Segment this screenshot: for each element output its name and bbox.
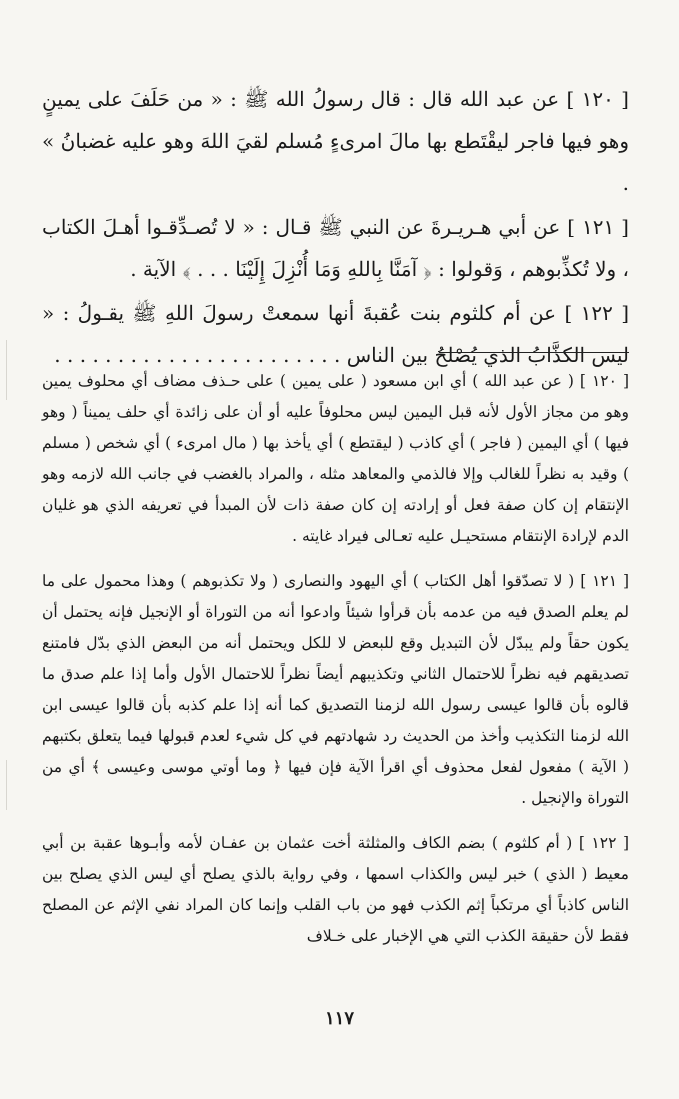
- page-number: ١١٧: [324, 1008, 354, 1029]
- hadith-121: [ ١٢١ ] عن أبي هـريـرةَ عن النبي ﷺ قـال : « لا تُصـدِّقـوا أهـلَ الكتاب ، ولا تُكذِّبوهم ، وَقولوا : ﴿ آمَنَّا بِاللهِ وَمَا أُنْزِلَ إِلَيْنَا . . . ﴾ الآية .: [42, 215, 629, 281]
- hadith-122: [ ١٢٢ ] عن أم كلثوم بنت عُقبةَ أنها سمعتْ رسولَ اللهِ ﷺ يقـولُ : « ليس الكذَّابُ الذي يُصْلحُ بين الناس . . . . . . . . . . . . . . . . . . . . . . .: [42, 301, 629, 367]
- hadith-120: [ ١٢٠ ] عن عبد الله قال : قال رسولُ الله ﷺ : « من حَلَفَ على يمينٍ وهو فيها فاجر ليقْتَطع بها مالَ امرىءٍ مُسلم لقيَ اللهَ وهو عليه غضبانُ » .: [42, 87, 629, 195]
- hadith-section: [42, 78, 629, 376]
- commentary-section: [42, 366, 629, 966]
- footnote-divider: [439, 352, 629, 353]
- scan-edge-mark: [6, 760, 7, 810]
- commentary-122: [ ١٢٢ ] ( أم كلثوم ) بضم الكاف والمثلثة أخت عثمان بن عفـان لأمه وأبـوها عقبة بن أبي معيط ( الذي ) خبر ليس والكذاب اسمها ، وفي رواية بالذي يصلح أي ليس الذي يصلح بين الناس كاذباً أي مرتكباً إثم الكذب فهو من باب القلب وإنما كان المراد نفي الإثم عن المصلح فقط لأن حقيقة الكذب التي هي الإخبار على خـلاف: [42, 834, 629, 945]
- commentary-121: [ ١٢١ ] ( لا تصدّقوا أهل الكتاب ) أي اليهود والنصارى ( ولا تكذبوهم ) وهذا محمول على ما لم يعلم الصدق فيه من عدمه بأن قرأوا شيئاً وادعوا أنه من التوراة أو الإنجيل فإنه يحتمل أن يكون حقاً ولم يبدّل لأن التبديل وقع للبعض لا للكل ويحتمل أنه من البعض الذي بدّل فامتنع تصديقهم فيه نظراً للاحتمال الثاني وتكذيبهم أيضاً نظراً للاحتمال الأول وأما إذا علم صدق ما قالوه بأن قالوا عيسى رسول الله لزمنا التصديق كما أنه إذا علم كذبه بأن قالوا عيسى ابن الله لزمنا التكذيب وأخذ من الحديث رد شهادتهم في كل شيء لعدم قبولها فيما يتعلق بكتبهم ( الآية ) مفعول لفعل محذوف أي اقرأ الآية فإن فيها ﴿ وما أوتي موسى وعيسى ﴾ أي من التوراة والإنجيل .: [42, 572, 630, 807]
- commentary-120: [ ١٢٠ ] ( عن عبد الله ) أي ابن مسعود ( على يمين ) على حـذف مضاف أي محلوف يمين وهو من مجاز الأول لأنه قبل اليمين ليس محلوفاً عليه أو أن على زائدة أي حلف يميناً ( وهو فيها ) أي اليمين ( فاجر ) أي كاذب ( ليقتطع ) أي يأخذ بها ( مال امرىء ) أي شخص ( مسلم ) وقيد به نظراً للغالب وإلا فالذمي والمعاهد مثله ، والمراد بالغضب في جانب الله لازمه وهو الإنتقام إن كان صفة فعل أو إرادته إن كان صفة ذات لأن المبدأ في تعريفه الذي هو غليان الدم لإرادة الإنتقام مستحيـل عليه تعـالى فيراد غايته .: [42, 372, 629, 545]
- scan-edge-mark: [6, 340, 7, 400]
